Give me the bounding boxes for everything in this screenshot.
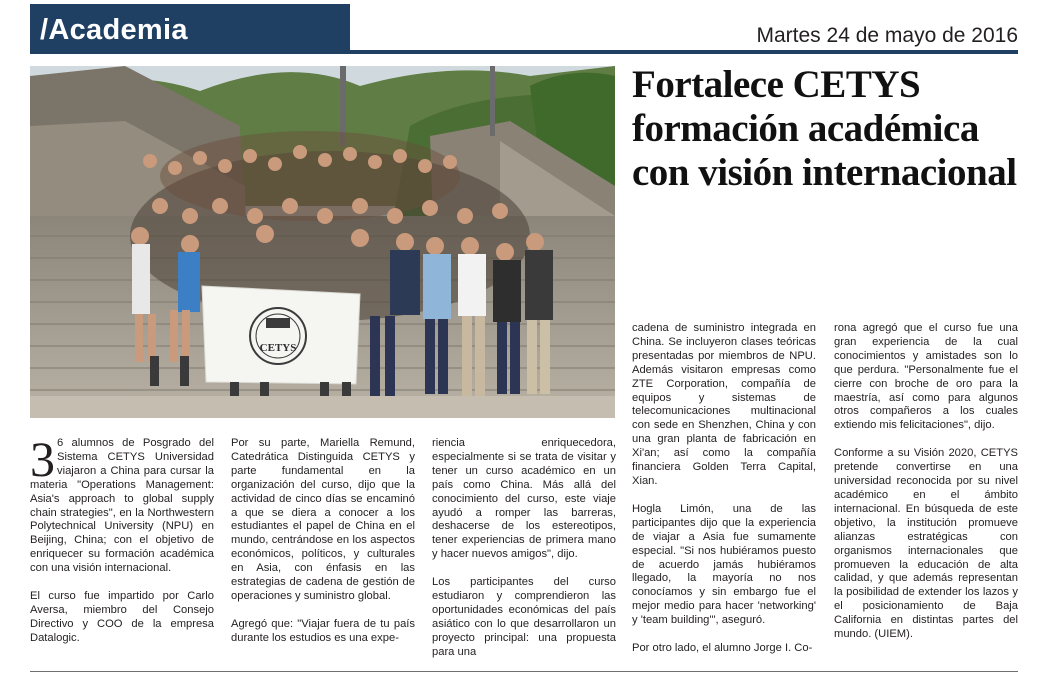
section-title: /Academia: [40, 14, 188, 46]
paragraph: Los participantes del curso estudiaron y comprendieron las oportunidades económicas del país asiático con lo que desarrollaron un proyecto principal: una propuesta para una: [432, 576, 616, 658]
header-rule: [350, 50, 1018, 54]
paragraph: rona agregó que el curso fue una gran experiencia de la cual conocimientos y amistades son lo que perdura. "Personalmente fue el cierre con broche de oro para la maestría, así como para algunos otros compañeros a los cuales extiendo mis felicitaciones", dijo.: [834, 322, 1018, 432]
article-column-1: [30, 431, 214, 660]
paragraph: Hogla Limón, una de las participantes dijo que la experiencia de viajar a Asia fue sumamente especial. "Si nos hubiéramos puesto de acuerdo jamás hubiéramos llegado, la mayoría no nos conocíamos y sin embargo fue el mejor medio para hacer 'networking' y 'team building'", aseguró.: [632, 502, 816, 627]
article-column-4: [632, 322, 816, 670]
article-column-2: [231, 437, 415, 660]
paragraph: cadena de suministro integrada en China. Se incluyeron clases teóricas presentadas por miembros de NPU. Además visitaron empresas como ZTE Corporation, compañía de equipos y sistemas de telecomunicaciones multinacional con sede en Shenzhen, China y con una gran planta de fabricación en Xi'an; así como la compañía financiera Golden Terra Capital, Xian.: [632, 322, 816, 487]
article-column-3: [432, 437, 616, 674]
article-headline: Fortalece CETYS formación académica con visión internacional: [632, 63, 1017, 194]
paragraph: El curso fue impartido por Carlo Aversa, miembro del Consejo Directivo y COO de la empresa Datalogic.: [30, 590, 214, 644]
bottom-rule: [30, 671, 1018, 672]
paragraph: Conforme a su Visión 2020, CETYS pretende convertirse en una universidad reconocida por su nivel académico en el ámbito internacional. En búsqueda de este objetivo, la institución promueve alianzas estratégicas con organismos internacionales que promueven la educación de alta calidad, y que además representan la posibilidad de extender los lazos y el posicionamiento de Baja California en distintas partes del mundo. (UIEM).: [834, 447, 1018, 641]
group-photo: [30, 66, 615, 418]
banner-text: CETYS: [259, 342, 297, 354]
paragraph: Por su parte, Mariella Remund, Catedrática Distinguida CETYS y parte fundamental en la organización del curso, dijo que la actividad de cinco días se encaminó a que se diera a conocer a los estudiantes el papel de China en el mundo, centrándose en los aspectos económicos, políticos, y culturales en Asia, con énfasis en las estrategias de cadena de gestión de operaciones y suministro global.: [231, 437, 415, 602]
drop-cap: 3: [30, 431, 55, 487]
paragraph: riencia enriquecedora, especialmente si se trata de visitar y tener un curso académico en un país como China. Más allá del conocimiento del curso, este viaje ayudó a romper las barreras, deshacerse de los estereotipos, tener experiencias de primera mano y hacer nuevos amigos", dijo.: [432, 437, 616, 561]
paragraph: Por otro lado, el alumno Jorge I. Co-: [632, 642, 813, 655]
paragraph-text: 6 alumnos de Posgrado del Sistema CETYS Universidad viajaron a China para cursar la materia "Operations Management: Asia's approach to global supply chain strategies", en la Northwestern Polytechnical University (NPU) en Beijing, China; con el objetivo de enriquecer su formación académica con una visión internacional.: [30, 437, 214, 575]
paragraph: [30, 431, 214, 576]
section-tab: [30, 4, 350, 54]
great-wall-group-photo-illustration: [30, 66, 615, 418]
article-column-5: [834, 322, 1018, 656]
issue-date: Martes 24 de mayo de 2016: [756, 24, 1018, 47]
paragraph: Agregó que: "Viajar fuera de tu país durante los estudios es una expe-: [231, 617, 415, 644]
cetys-banner: [202, 286, 360, 384]
